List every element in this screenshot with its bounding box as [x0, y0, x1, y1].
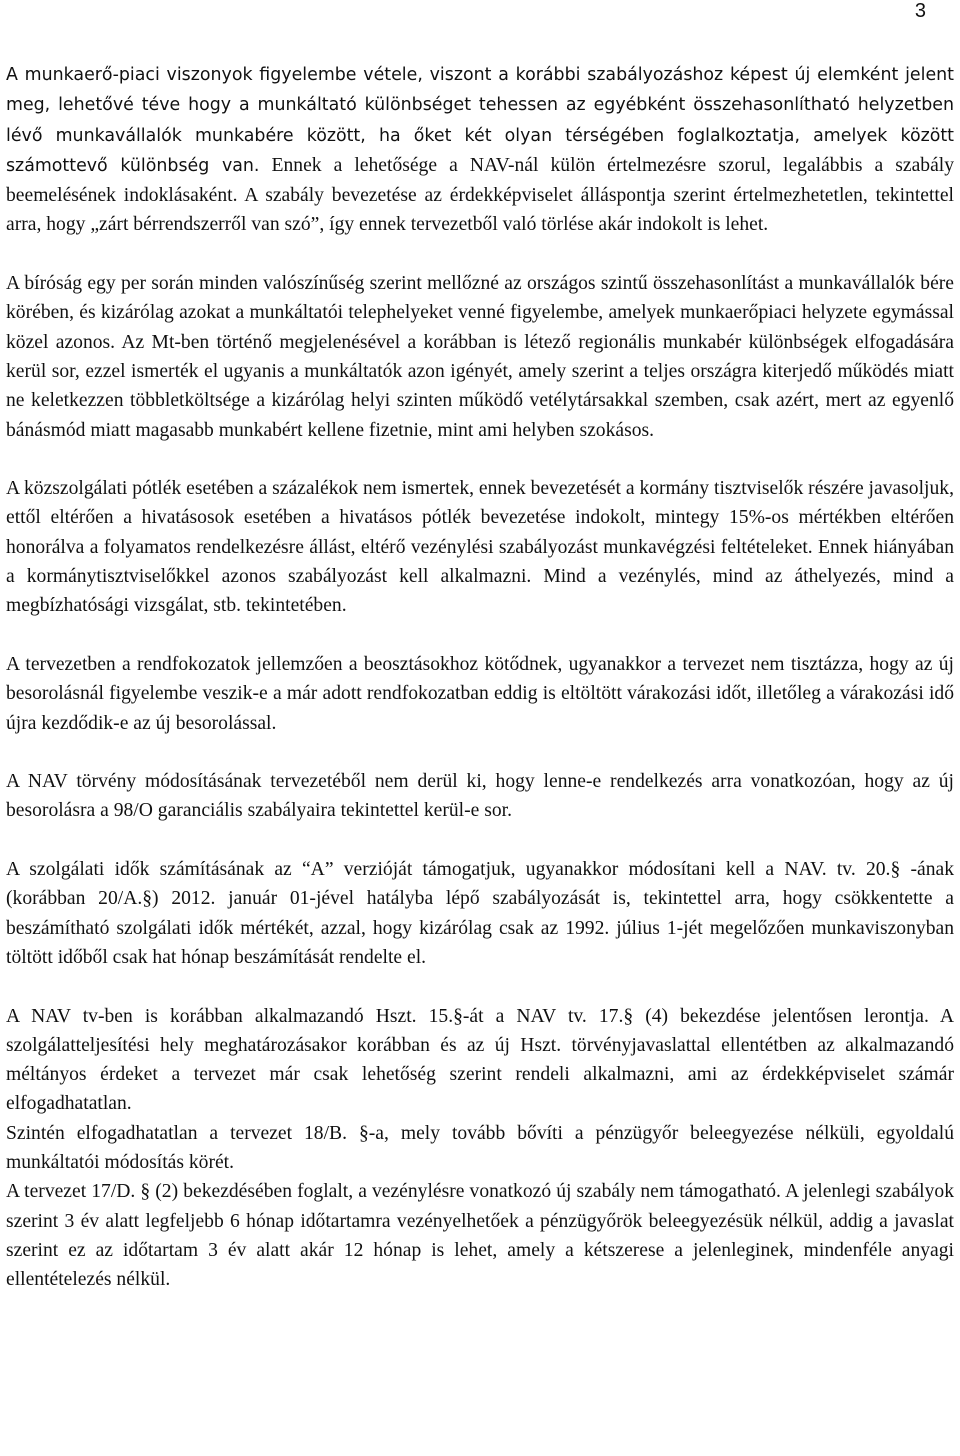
- paragraph-regional-wage-part1: A munkaerő-piaci viszonyok figyelembe vétele, viszont a korábbi szabályozáshoz képest új elemként jelent meg, lehetővé téve hogy a munkáltató különbséget tehessen az egyébként összehasonlítható helyzetben lévő munkavállalók munkabére között, ha őket két olyan térségében foglalkoztatja, amelyek között számottevő különbség van.: [6, 65, 954, 176]
- paragraph-public-service-allowance: A közszolgálati pótlék esetében a százalékok nem ismertek, ennek bevezetését a kormány tisztviselők részére javasoljuk, ettől eltérően a hivatásosok esetében a hivatásos pótlék bevezetése indokolt, mintegy 15%-os mértékben eltérően honorálva a folyamatos rendelkezésre állást, eltérő vezénylési szabályozást munkavégzési feltételeket. Ennek hiányában a kormánytisztviselőkkel azonos szabályozást kell alkalmazni. Mind a vezénylés, mind az áthelyezés, mind a megbízhatósági vizsgálat, stb. tekintetében.: [6, 478, 954, 617]
- paragraph-ranks: A tervezetben a rendfokozatok jellemzően a beosztásokhoz kötődnek, ugyanakkor a tervezet nem tisztázza, hogy az új besorolásnál figyelembe veszik-e a már adott rendfokozatban eddig is eltöltött várakozási időt, illetőleg a várakozási idő újra kezdődik-e az új besorolással.: [6, 653, 954, 734]
- page-number: 3: [914, 0, 926, 22]
- paragraph-regional-wage: [6, 60, 954, 240]
- paragraph-court-comparison: A bíróság egy per során minden valószínűség szerint mellőzné az országos szintű összehasonlítást a munkavállalók bére körében, és kizárólag azokat a munkáltatói telephelyeket venné figyelembe, amelyek munkaerőpiaci helyzete egymással közel azonos. Az Mt-ben történő megjelenésével a korábban is létező regionális munkabér különbségek elfogadására kerül sor, ezzel ismerték el ugyanis a munkáltatók azon igényét, amely szerint a teljes országra kiterjedő működés miatt ne keletkezzen többletköltsége a kizárólag helyi szinten működő vetélytársakkal szemben, csak azért, mert az egyenlő bánásmód miatt magasabb munkabért kellene fizetnie, mint ami helyben szokásos.: [6, 273, 954, 441]
- paragraph-18b: Szintén elfogadhatatlan a tervezet 18/B. §-a, mely tovább bővíti a pénzügyőr beleegyezése nélküli, egyoldalú munkáltatói módosítás körét.: [6, 1122, 954, 1173]
- paragraph-17d: A tervezet 17/D. § (2) bekezdésében foglalt, a vezénylésre vonatkozó új szabály nem támogatható. A jelenlegi szabályok szerint 3 év alatt legfeljebb 6 hónap időtartamra vezényelhetőek a pénzügyőrök beleegyezésük nélkül, addig a javaslat szerint ez az időtartam 3 év alatt akár 12 hónap is lehet, amely a kétszerese a jelenleginek, mindenféle anyagi ellentételezés nélkül.: [6, 1181, 954, 1291]
- paragraph-hszt: A NAV tv-ben is korábban alkalmazandó Hszt. 15.§-át a NAV tv. 17.§ (4) bekezdése jelentősen lerontja. A szolgálatteljesítési hely meghatározásakor korábban és az új Hszt. törvényjavaslattal ellentétben az alkalmazandó méltányos érdeket a tervezet már csak lehetőség szerint rendeli alkalmazni, ami az érdekképviselet számár elfogadhatatlan.: [6, 1005, 954, 1115]
- paragraph-nav-law: A NAV törvény módosításának tervezetéből nem derül ki, hogy lenne-e rendelkezés arra vonatkozóan, hogy az új besorolásra a 98/O garanciális szabályaira tekintettel kerül-e sor.: [6, 771, 954, 822]
- document-body: [6, 60, 954, 1294]
- paragraph-regional-wage-part2: Ennek a lehetősége a NAV-nál külön értelmezésre szorul, legalábbis a szabály beemelésének indoklásaként. A szabály bevezetése az érdekképviselet álláspontja szerint értelmezhetetlen, tekintettel arra, hogy „zárt bérrendszerről van szó”, így ennek tervezetből való törlése akár indokolt is lehet.: [6, 154, 955, 236]
- paragraph-service-time: A szolgálati idők számításának az “A” verzióját támogatjuk, ugyanakkor módosítani kell a NAV. tv. 20.§ -ának (korábban 20/A.§) 2012. január 01-jével hatályba lépő szabályozását is, tekintettel arra, hogy csökkentette a beszámítható szolgálati idők mértékét, azzal, hogy kizárólag csak az 1992. július 1-jét megelőzően munkaviszonyban töltött időből csak hat hónap beszámítását rendelte el.: [6, 859, 954, 968]
